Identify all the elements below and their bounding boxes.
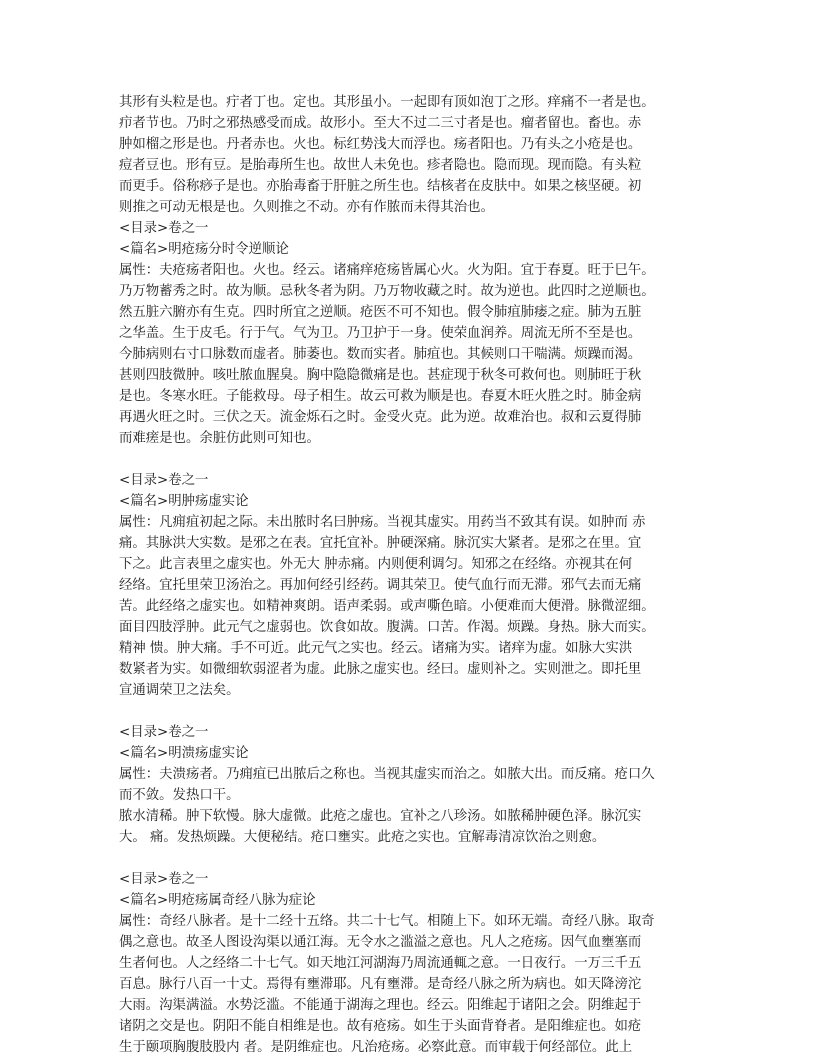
text-line: 经络。宜托里荣卫汤治之。再加何经引经药。调其荣卫。使气血行而无滞。邪气去而无痛 [119,578,642,593]
text-line: 是也。冬寒水旺。子能救母。母子相生。故云可救为顺是也。春夏木旺火胜之时。肺金病 [119,389,642,404]
document-page [119,92,679,1058]
text-line: 痘者豆也。形有豆。是胎毒所生也。故世人未免也。疹者隐也。隐而现。现而隐。有头粒 [119,158,642,173]
text-line: 则推之可动无根是也。久则推之不动。亦有作脓而未得其治也。 [119,200,494,215]
text-line: 疖者节也。乃时之邪热感受而成。故形小。至大不过二三寸者是也。瘤者留也。畜也。赤 [119,116,642,131]
text-line: 大雨。沟渠满溢。水势泛滥。不能通于湖海之理也。经云。阳维起于诸阳之会。阴维起于 [119,998,642,1013]
text-line: 诸阴之交是也。阴阳不能自相维是也。故有疮疡。如生于头面背脊者。是阳维症也。如疮 [119,1019,642,1034]
section-block [119,869,679,1058]
text-line: 宣通调荣卫之法矣。 [119,683,240,698]
chapter-title-line: <篇名>明疮疡属奇经八脉为症论 [119,893,316,908]
text-line: 属性：夫溃疡者。乃痈疽已出脓后之称也。当视其虚实而治之。如脓大出。而反痛。疮口久 [119,767,655,782]
section-block [119,722,679,848]
text-line: 再遇火旺之时。三伏之天。流金烁石之时。金受火克。此为逆。故难治也。叔和云夏得肺 [119,410,642,425]
text-line: 然五脏六腑亦有生克。四时所宜之逆顺。疮医不可不知也。假令肺疽肺痿之症。肺为五脏 [119,305,642,320]
text-line: 属性：凡痈疽初起之际。未出脓时名曰肿疡。当视其虚实。用药当不致其有误。如肿而 赤 [119,515,646,530]
text-line: 乃万物蓄秀之时。故为顺。忌秋冬者为阴。乃万物收藏之时。故为逆也。此四时之逆顺也。 [119,284,655,299]
text-line: 大。 痛。发热烦躁。大便秘结。疮口壅实。此疮之实也。宜解毒清凉饮治之则愈。 [119,830,606,845]
text-line: 脓水清稀。肿下软慢。脉大虚微。此疮之虚也。宜补之八珍汤。如脓稀肿硬色泽。脉沉实 [119,809,642,824]
text-line: 痛。其脉洪大实数。是邪之在表。宜托宜补。肿硬深痛。脉沉实大紧者。是邪之在里。宜 [119,536,642,551]
chapter-title-line: <篇名>明肿疡虚实论 [119,494,249,509]
intro-paragraph [119,92,679,218]
text-line: 甚则四肢微肿。咳吐脓血腥臭。胸中隐隐微痛是也。甚症现于秋冬可救何也。则肺旺于秋 [119,368,642,383]
text-line: 苦。此经络之虚实也。如精神爽朗。语声柔弱。或声嘶色暗。小便难而大便滑。脉微涩细。 [119,599,655,614]
text-line: 而更手。俗称痧子是也。亦胎毒畜于肝脏之所生也。结核者在皮肤中。如果之核坚硬。初 [119,179,642,194]
sections-container [119,218,679,1058]
text-line: 属性：奇经八脉者。是十二经十五络。共二十七气。相随上下。如环无端。奇经八脉。取奇 [119,914,655,929]
text-line: 肿如榴之形是也。丹者赤也。火也。标红势浅大而浮也。疡者阳也。乃有头之小疮是也。 [119,137,642,152]
text-line: 精神 愦。肿大痛。手不可近。此元气之实也。经云。诸痛为实。诸痒为虚。如脉大实洪 [119,641,633,656]
text-line: 而难瘥是也。余脏仿此则可知也。 [119,431,320,446]
text-line: 下之。此言表里之虚实也。外无大 肿赤痛。内则便利调匀。知邪之在经络。亦视其在何 [119,557,633,572]
text-line: 属性：夫疮疡者阳也。火也。经云。诸痛痒疮疡皆属心火。火为阳。宜于春夏。旺于巳午。 [119,263,655,278]
catalog-line: <目录>卷之一 [119,221,209,236]
catalog-line: <目录>卷之一 [119,473,209,488]
text-line: 生者何也。人之经络二十七气。如天地江河湖海乃周流通輒之意。一日夜行。一万三千五 [119,956,642,971]
section-block [119,470,679,701]
text-line: 生于颐项胸腹肢股内 者。是阴维症也。凡治疮疡。必察此意。而审载于何经部位。此上 [119,1040,633,1055]
text-line: 偶之意也。故圣人图设沟渠以通江海。无令水之滥溢之意也。凡人之疮疡。因气血壅塞而 [119,935,642,950]
chapter-title-line: <篇名>明疮疡分时令逆顺论 [119,242,289,257]
section-block [119,218,679,449]
text-line: 数紧者为实。如微细软弱涩者为虚。此脉之虚实也。经曰。虚则补之。实则泄之。即托里 [119,662,642,677]
text-line: 之华盖。生于皮毛。行于气。气为卫。乃卫护于一身。使荣血润养。周流无所不至是也。 [119,326,642,341]
chapter-title-line: <篇名>明溃疡虚实论 [119,746,249,761]
catalog-line: <目录>卷之一 [119,872,209,887]
text-line: 其形有头粒是也。疔者丁也。定也。其形虽小。一起即有顶如泡丁之形。痒痛不一者是也。 [119,95,655,110]
catalog-line: <目录>卷之一 [119,725,209,740]
text-line: 今肺病则右寸口脉数而虚者。肺萎也。数而实者。肺疽也。其候则口干喘满。烦躁而渴。 [119,347,642,362]
text-line: 而不敛。发热口干。 [119,788,240,803]
text-line: 面目四肢浮肿。此元气之虚弱也。饮食如故。腹满。口苦。作渴。烦躁。身热。脉大而实。 [119,620,655,635]
text-line: 百息。脉行八百一十丈。焉得有壅滞耶。凡有壅滞。是奇经八脉之所为病也。如天降滂沱 [119,977,642,992]
